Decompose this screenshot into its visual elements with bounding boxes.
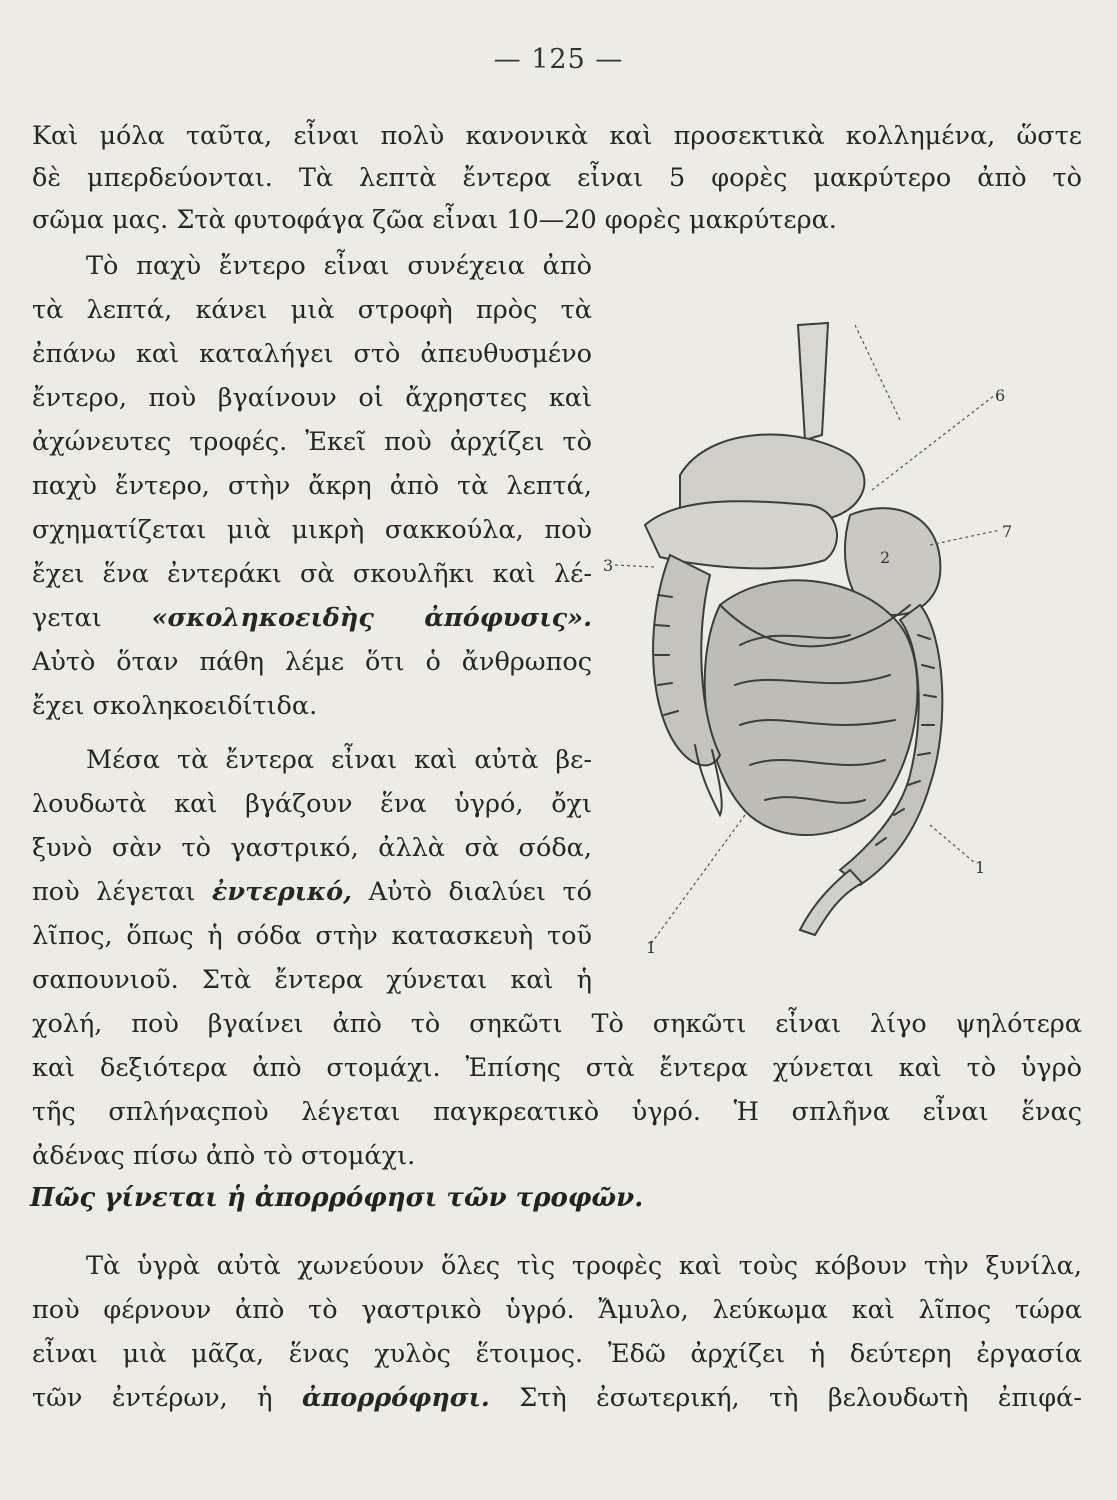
text-line: παχὺ ἔντερο, στὴν ἄκρη ἀπὸ τὰ λεπτά, [32, 471, 592, 501]
text-line: τὰ λεπτά, κάνει μιὰ στροφὴ πρὸς τὰ [32, 295, 592, 325]
text-line: ἔντερο, ποὺ βγαίνουν οἱ ἄχρηστες καὶ [32, 383, 592, 413]
figure-label: 2 [880, 548, 891, 567]
text-line: δὲ μπερδεύονται. Τὰ λεπτὰ ἔντερα εἶναι 5 φορὲς μακρύτερο ἀπὸ τὸ [32, 163, 1082, 193]
text-line: Αὐτὸ ὅταν πάθη λέμε ὅτι ὁ ἄνθρωπος [32, 647, 592, 677]
figure-label: 6 [995, 386, 1006, 405]
text-line: Τὰ ὑγρὰ αὐτὰ χωνεύουν ὅλες τὶς τροφὲς καὶ τοὺς κόβουν τὴν ξυνίλα, [86, 1251, 1082, 1281]
text-line: Τὸ παχὺ ἔντερο εἶναι συνέχεια ἀπὸ [86, 251, 592, 281]
figure-label: 1 [975, 858, 986, 877]
text-line: σχηματίζεται μιὰ μικρὴ σακκούλα, ποὺ [32, 515, 592, 545]
figure-label: 1 [646, 938, 657, 955]
intestine-drawing [600, 305, 1020, 955]
text-line: τῆς σπλήναςποὺ λέγεται παγκρεατικὸ ὑγρό. Ἡ σπλῆνα εἶναι ἕνας [32, 1097, 1082, 1127]
term-appendix: «σκοληκοειδὴς ἀπόφυσις». [151, 603, 592, 633]
text-line: ποὺ λέγεται ἐντερικό, Αὐτὸ διαλύει τό [32, 877, 592, 907]
text-line: ξυνὸ σὰν τὸ γαστρικό, ἀλλὰ σὰ σόδα, [32, 833, 592, 863]
text-line: ἀδένας πίσω ἀπὸ τὸ στομάχι. [32, 1141, 416, 1171]
text-line: λῖπος, ὅπως ἡ σόδα στὴν κατασκευὴ τοῦ [32, 921, 592, 951]
text-line: γεται «σκοληκοειδὴς ἀπόφυσις». [32, 603, 592, 633]
text-line: ποὺ φέρνουν ἀπὸ τὸ γαστρικὸ ὑγρό. Ἄμυλο, λεύκωμα καὶ λῖπος τώρα [32, 1295, 1082, 1325]
term-intestinal: ἐντερικό, [211, 877, 353, 907]
text-line: εἶναι μιὰ μᾶζα, ἕνας χυλὸς ἕτοιμος. Ἐδῶ ἀρχίζει ἡ δεύτερη ἐργασία [32, 1339, 1082, 1369]
intestine-illustration [600, 305, 1020, 955]
text-line: ἔχει σκοληκοειδίτιδα. [32, 691, 318, 721]
text-line: Καὶ μόλα ταῦτα, εἶναι πολὺ κανονικὰ καὶ προσεκτικὰ κολλημένα, ὥστε [32, 121, 1082, 151]
text-line: σῶμα μας. Στὰ φυτοφάγα ζῶα εἶναι 10—20 φορὲς μακρύτερα. [32, 205, 837, 235]
text-line: τῶν ἐντέρων, ἡ ἀπορρόφησι. Στὴ ἐσωτερική, τὴ βελουδωτὴ ἐπιφά- [32, 1383, 1082, 1413]
figure-label: 7 [1002, 522, 1013, 541]
section-heading: Πῶς γίνεται ἡ ἀπορρόφησι τῶν τροφῶν. [30, 1183, 644, 1213]
text-line: σαπουνιοῦ. Στὰ ἔντερα χύνεται καὶ ἡ [32, 965, 592, 995]
text-line: ἀχώνευτες τροφές. Ἐκεῖ ποὺ ἀρχίζει τὸ [32, 427, 592, 457]
text-line: χολή, ποὺ βγαίνει ἀπὸ τὸ σηκῶτι Τὸ σηκῶτι εἶναι λίγο ψηλότερα [32, 1009, 1082, 1039]
text-line: ἐπάνω καὶ καταλήγει στὸ ἀπευθυσμένο [32, 339, 592, 369]
term-absorption: ἀπορρόφησι. [301, 1383, 490, 1413]
figure-label: 3 [603, 556, 614, 575]
page-number: — 125 — [493, 44, 624, 75]
text-line: καὶ δεξιότερα ἀπὸ στομάχι. Ἐπίσης στὰ ἔντερα χύνεται καὶ τὸ ὑγρὸ [32, 1053, 1082, 1083]
text-line: ἔχει ἕνα ἐντεράκι σὰ σκουλῆκι καὶ λέ- [32, 559, 592, 589]
text-line: Μέσα τὰ ἔντερα εἶναι καὶ αὐτὰ βε- [86, 745, 592, 775]
text-line: λουδωτὰ καὶ βγάζουν ἕνα ὑγρό, ὄχι [32, 789, 592, 819]
